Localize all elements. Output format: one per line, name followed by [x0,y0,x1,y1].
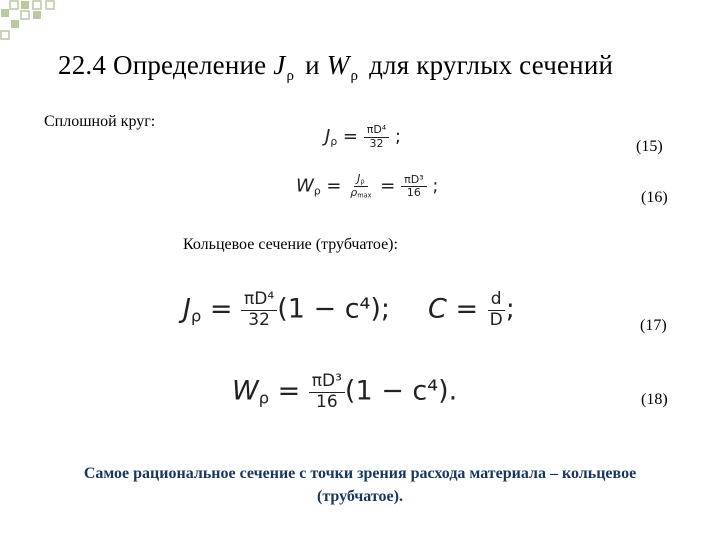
title-suffix: для круглых сечений [369,50,614,80]
fraction [487,290,506,330]
title-rho: ρ [350,68,359,84]
title-rho: ρ [286,68,295,84]
fraction-denominator: 16 [316,391,338,412]
fraction-numerator: πD³ [401,174,427,188]
fraction-numerator-symbol: J [357,172,361,185]
formula-factor: (1 − c⁴). [344,375,458,407]
formula-15: $J_\rho$ = $\frac{\text{πD⁴}}{32}$ ; [325,123,402,150]
equation-number-15: (15) [636,138,663,155]
formula-16: $W_\rho$ = $\frac{J_\rho}{\rho_{max}}$ = $\frac{\text{πD³}}{16}$ ; [296,172,439,200]
fraction [309,372,345,412]
fraction [364,124,390,150]
title-prefix: 22.4 Определение [58,50,267,80]
formula-lhs: J [325,126,331,148]
title-conjunction: и [305,50,320,80]
formula-sub: ρ [258,388,269,408]
formula-sub: ρ [313,184,321,198]
formula-sub: ρ [190,306,202,326]
fraction-denominator: 32 [369,136,384,150]
conclusion-text [0,462,720,508]
fraction-numerator: πD⁴ [241,290,277,311]
corner-decoration [0,0,60,44]
fraction [347,173,374,200]
formula-tail: ; [432,175,439,197]
fraction-numerator: πD⁴ [364,124,390,138]
title-w-symbol: W [326,50,350,80]
title-j-symbol: J [273,50,286,80]
equation-number-16: (16) [641,189,668,206]
formula-lhs: C [428,293,447,325]
formula-lhs: J [183,293,191,325]
fraction-denominator-sub: max [357,191,372,200]
fraction-numerator-sub: ρ [360,177,365,186]
ring-section-label: Кольцевое сечение (трубчатое): [183,236,398,253]
formula-17: $J_\rho$ = $\frac{\text{πD⁴}}{32}$ (1 − c⁴); [183,289,390,330]
fraction-denominator: 16 [406,186,421,200]
fraction-denominator: D [489,309,503,330]
formula-tail: ; [505,293,515,325]
conclusion-line-1: Самое рациональное сечение с точки зрения расхода материала – кольцевое [83,465,637,482]
formula-18: $W_\rho$ = $\frac{\text{πD³}}{16}$ (1 − c⁴). [232,371,458,412]
equation-number-18: (18) [641,391,668,408]
solid-circle-label: Сплошной круг: [44,113,156,130]
fraction-denominator-symbol: ρ [350,186,358,200]
formula-c-ratio: C = $\frac{d}{D}$ ; [428,289,515,330]
formula-lhs: W [232,375,259,407]
formula-sub: ρ [330,134,338,148]
fraction-numerator: d [488,290,505,311]
fraction [401,174,427,200]
fraction-numerator [354,173,367,187]
fraction-denominator [347,187,374,200]
conclusion-line-2: (трубчатое). [317,488,403,505]
formula-lhs: W [296,175,314,197]
fraction [241,290,277,330]
fraction-denominator: 32 [248,309,270,330]
fraction-numerator: πD³ [309,372,345,393]
slide-title [58,50,613,85]
equation-number-17: (17) [640,317,667,334]
formula-factor: (1 − c⁴); [277,293,390,325]
formula-tail: ; [394,126,402,148]
